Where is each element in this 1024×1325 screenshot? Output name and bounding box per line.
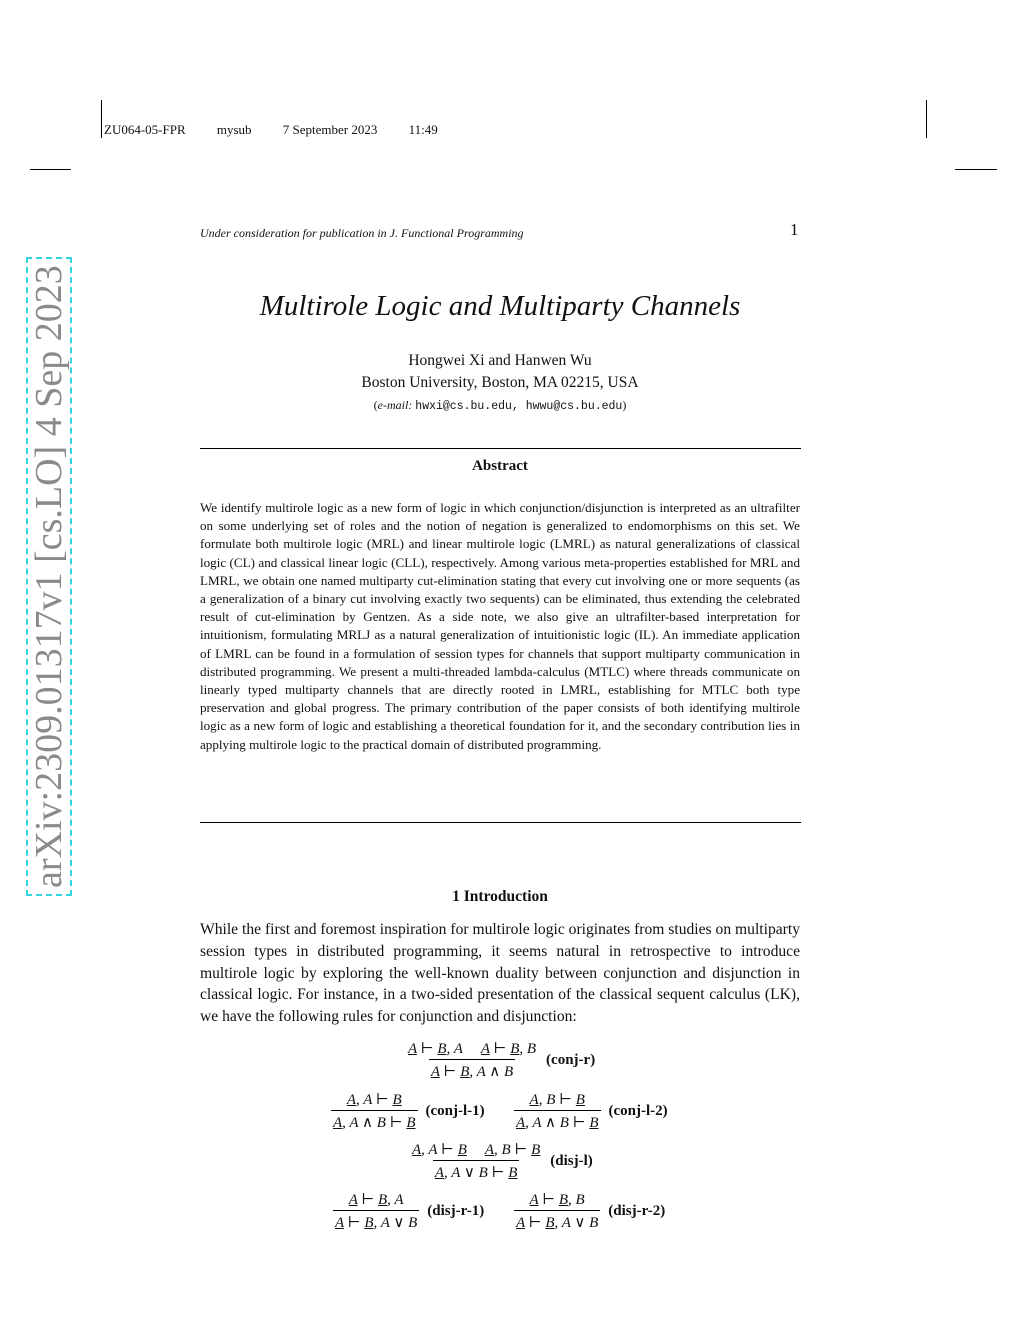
rule-name-conj-r: (conj-r) [546,1051,596,1068]
rule-disj-r-1-fraction: $\frac{A ⊢ B, A}{A ⊢ B, A \vee B}$ [335,1192,418,1231]
paper-title: Multirole Logic and Multiparty Channels [259,290,741,322]
rule-conj-l-2 [514,1090,668,1132]
rule-conj-l-1 [331,1090,485,1132]
abstract-heading: Abstract [472,458,528,474]
slug-date: 7 September 2023 [282,122,378,137]
email-label: e-mail: [377,398,413,412]
rule-name-disj-r-2: (disj-r-2) [608,1202,666,1219]
rule-name-disj-l: (disj-l) [550,1152,593,1169]
rule-name-conj-l-1: (conj-l-1) [425,1102,485,1119]
arxiv-stamp[interactable]: arXiv:2309.01317v1 [cs.LO] 4 Sep 2023 [26,257,72,896]
rule-disj-l-fraction: $\frac{\text{A, A ⊢ B A, B ⊢ B}}{A, A \vee B ⊢ B}$ [412,1142,541,1181]
rule-disj-r-1 [333,1190,484,1232]
email-line [200,398,800,413]
intro-paragraph: While the first and foremost inspiration for multirole logic originates from studies on multiparty session types in distributed programming, it seems natural in retrospective to introduce multirole logic by exploring the well-known duality between conjunction and disjunction in classical logic. For instance, in a two-sided presentation of the classical sequent calculus (LK), we have the following rules for conjunction and disjunction: [200,921,800,1026]
email-addresses[interactable]: hwxi@cs.bu.edu, hwwu@cs.bu.edu [415,400,623,413]
rule-conj-r [406,1039,595,1081]
crop-mark-right [955,169,997,170]
rule-name-disj-r-1: (disj-r-1) [427,1202,485,1219]
rule-disj-r-2 [514,1190,665,1232]
crop-mark-top-left [101,100,102,138]
page-number: 1 [790,220,799,239]
slug-code: ZU064-05-FPR [104,122,186,137]
rule-name-conj-l-2: (conj-l-2) [608,1102,668,1119]
authors: Hongwei Xi and Hanwen Wu [408,352,592,369]
running-head: Under consideration for publication in J. Functional Programming [200,226,524,240]
slug-time: 11:49 [408,122,438,137]
abstract-text: We identify multirole logic as a new form of logic in which conjunction/disjunction is interpreted as an ultrafilter on some underlying set of roles and the notion of negation is generalized to endomorphisms on this set. We formulate both multirole logic (MRL) and linear multirole logic (LMRL) as natural generalizations of classical logic (CL) and classical linear logic (CLL), respectively. Among various meta-properties established for MRL and LMRL, we obtain one named multiparty cut-elimination stating that every cut involving one or more sequents (as a generalization of a binary cut involving exactly two sequents) can be eliminated, thus extending the celebrated result of cut-elimination by Gentzen. As a side note, we also give an ultrafilter-based interpretation for intuitionism, formulating MRLJ as a natural generalization of intuitionistic logic (IL). An immediate application of LMRL can be found in a formulation of session types for channels that support multiparty communication in distributed programming. We present a multi-threaded lambda-calculus (MTLC) where threads communicate on linearly typed multiparty channels that are directly rooted in LMRL, establishing for MTLC both type preservation and global progress. The primary contribution of the paper consists of both identifying multirole logic as a new form of logic and establishing a theoretical foundation for it, and the secondary contribution lies in applying multirole logic to the practical domain of distributed programming. [200,500,800,752]
email-open: ( [373,398,378,412]
rule-disj-l [410,1140,593,1182]
rule-conj-r-fraction: $\frac{\text{A ⊢ B, A A ⊢ B, B}}{A ⊢ B, A \wedge B}$ [408,1041,537,1080]
rule-disj-r-2-fraction: $\frac{A ⊢ B, B}{A ⊢ B, A \vee B}$ [516,1192,599,1231]
slug-line [104,122,466,138]
slug-name: mysub [216,122,252,137]
crop-mark-top-right [926,100,927,138]
crop-mark-left [30,169,71,170]
rule-conj-l-2-fraction: $\frac{A, B ⊢ B}{A, A \wedge B ⊢ B}$ [516,1092,599,1131]
rule-conj-l-1-fraction: $\frac{A, A ⊢ B}{A, A \wedge B ⊢ B}$ [333,1092,416,1131]
section-heading: 1 Introduction [452,888,548,905]
abstract-bottom-rule [200,822,801,823]
abstract-top-rule [200,448,801,449]
affiliation: Boston University, Boston, MA 02215, USA [361,374,639,391]
email-close: ) [622,398,627,412]
